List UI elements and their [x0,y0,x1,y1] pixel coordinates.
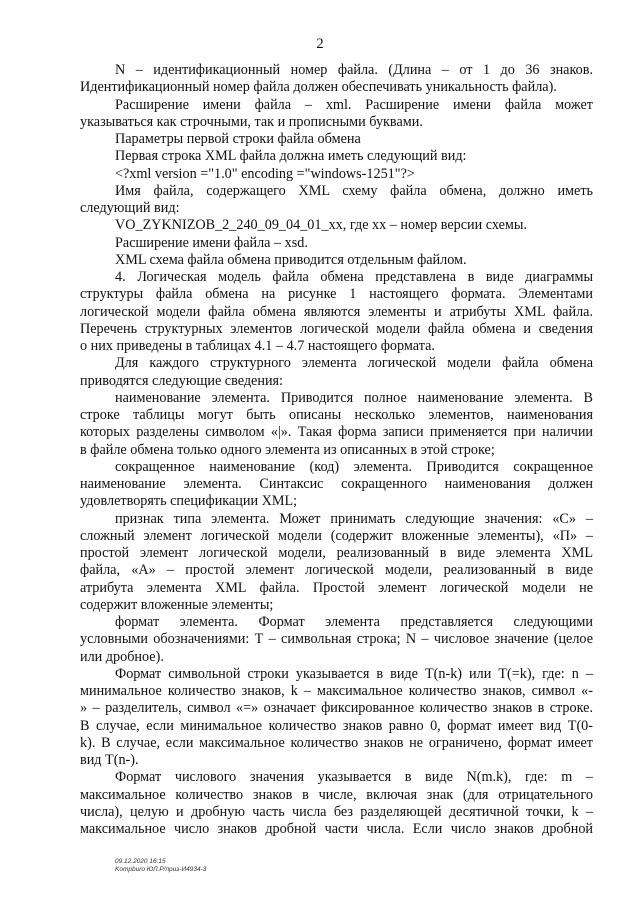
text-line: атрибута элемента XML файла. Простой элемент логической модели не [80,579,593,596]
text-line: структуры файла обмена на рисунке 1 настоящего формата. Элементами [80,286,593,303]
text-line: 4. Логическая модель файла обмена представлена в виде диаграммы [115,269,593,285]
text-line: наименование элемента. Синтаксис сокращенного наименования должен [80,476,593,492]
footer-filename: Kompburo ЮЛ.P/приз-И4934-3 [115,866,207,873]
text-line: следующий вид: [80,200,180,216]
text-line: простой элемент логической модели, реализованный в виде элемента XML [80,545,593,561]
text-line: числа), целую и дробную часть числа без разделяющей десятичной точки, k – [80,803,593,820]
text-line: XML схема файла обмена приводится отдельным файлом. [115,251,467,268]
text-line: максимальное число знаков дробной части числа. Если число знаков дробной [80,821,593,837]
text-line: логической модели файла обмена являются элементы и атрибуты XML файла. [80,303,593,320]
text-line: сокращенное наименование (код) элемента. Приводится сокращенное [115,458,593,475]
text-line: сложный элемент логической модели (содержит вложенные элементы), «П» – [80,527,593,544]
text-line: » – разделитель, символ «=» означает фиксированное количество знаков в строке. [80,700,593,717]
text-line: условными обозначениями: Т – символьная строка; N – числовое значение (целое [80,631,593,648]
text-line: указываться как строчными, так и прописными буквами. [80,113,423,130]
text-line: VO_ZYKNIZOB_2_240_09_04_01_xx, где xx – номер версии схемы. [115,217,527,234]
text-line: строке таблицы могут быть описаны несколько элементов, наименования [80,407,593,423]
text-line: Параметры первой строки файла обмена [115,131,361,147]
text-line: k). В случае, если максимальное количество знаков не ограничено, формат имеет [80,734,593,751]
text-line: В случае, если минимальное количество знаков равно 0, формат имеет вид Т(0- [80,717,593,734]
page-number: 2 [316,36,324,52]
text-line: Формат символьной строки указывается в виде Т(n-k) или Т(=k), где: n – [115,665,593,682]
text-line: Перечень структурных элементов логической модели файла обмена и сведения [80,320,593,337]
text-line: Для каждого структурного элемента логической модели файла обмена [115,355,593,372]
footer-timestamp: 09.12.2020 16:15 [115,858,166,865]
text-line: файла, «А» – простой элемент логической модели, реализованный в виде [80,562,593,579]
text-line: минимальное количество знаков, k – максимальное количество знаков, символ «- [80,683,593,699]
text-line: максимальное количество знаков в числе, включая знак (для отрицательного [80,786,593,803]
text-line: Формат числового значения указывается в виде N(m.k), где: m – [115,769,593,786]
text-line: формат элемента. Формат элемента представляется следующими [115,614,593,630]
text-line: Расширение имени файла – xml. Расширение имени файла может [115,96,593,113]
text-line: в файле обмена только одного элемента из описанных в этой строке; [80,441,495,458]
text-line: вид Т(n-). [80,752,139,768]
text-line: удовлетворять спецификации XML; [80,493,298,510]
text-line: которых разделены символом «|». Такая форма записи применяется при наличии [80,424,593,441]
footer-stamp [115,858,206,874]
text-line: наименование элемента. Приводится полное наименование элемента. В [115,389,593,406]
text-line: Первая строка XML файла должна иметь следующий вид: [115,148,467,165]
text-line: или дробное). [80,648,164,665]
document-body [80,62,593,838]
text-line: Имя файла, содержащего XML схему файла обмена, должно иметь [115,182,593,199]
text-line: Идентификационный номер файла должен обеспечивать уникальность файла). [80,79,557,96]
text-line: приводятся следующие сведения: [80,372,284,389]
text-line: <?xml version ="1.0" encoding ="windows-1251"?> [115,165,415,182]
text-line: о них приведены в таблицах 4.1 – 4.7 настоящего формата. [80,338,435,354]
text-line: Расширение имени файла – xsd. [115,234,308,251]
text-line: признак типа элемента. Может принимать следующие значения: «С» – [115,510,593,527]
text-line: содержит вложенные элементы; [80,596,274,613]
text-line: N – идентификационный номер файла. (Длина – от 1 до 36 знаков. [115,62,593,78]
